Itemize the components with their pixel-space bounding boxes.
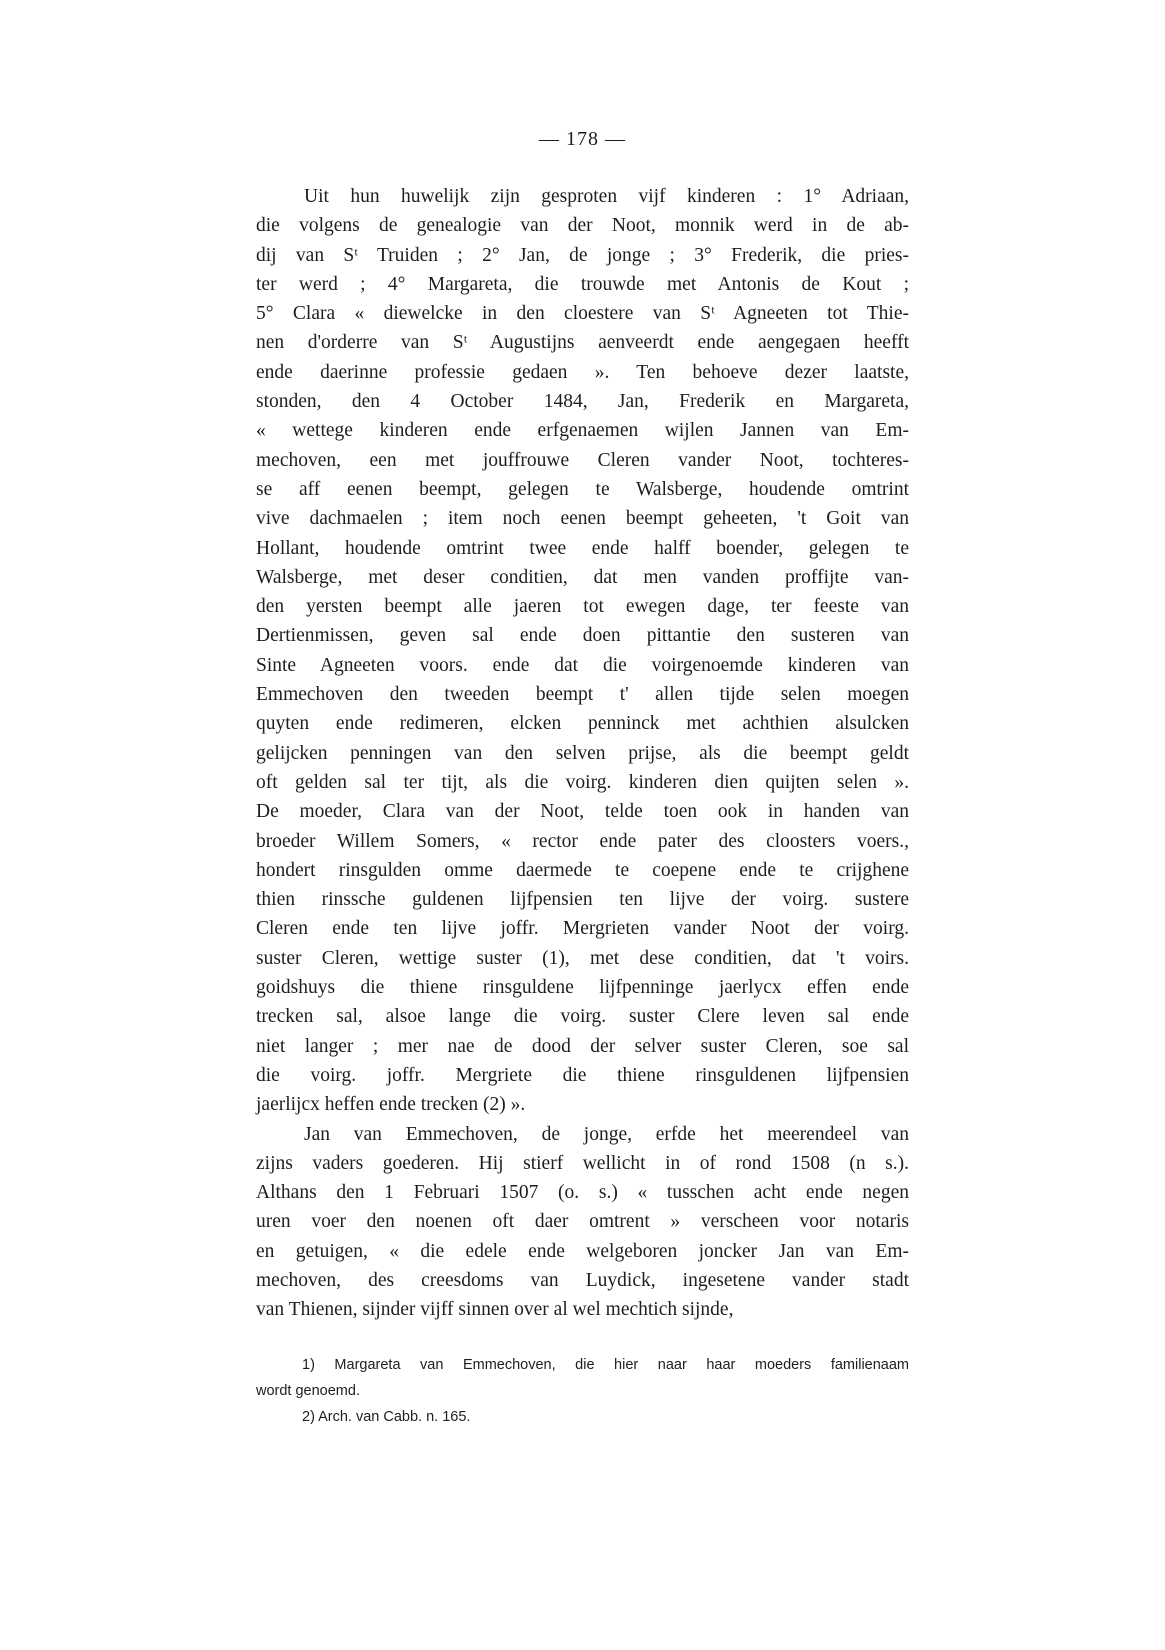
text-line: niet langer ; mer nae de dood der selver suster Cleren, soe sal bbox=[256, 1035, 909, 1057]
text-line: gelijcken penningen van den selven prijse, als die beempt geldt bbox=[256, 742, 909, 764]
text-line: 5° Clara « diewelcke in den cloestere van Sᵗ Agneeten tot Thie- bbox=[256, 303, 909, 325]
text-line: Hollant, houdende omtrint twee ende halff boender, gelegen te bbox=[256, 537, 909, 559]
text-line: goidshuys die thiene rinsguldene lijfpenninge jaerlycx effen ende bbox=[256, 977, 909, 999]
text-line: se aff eenen beempt, gelegen te Walsberge, houdende omtrint bbox=[256, 478, 909, 500]
footnotes bbox=[256, 1352, 909, 1430]
text-line: ter werd ; 4° Margareta, die trouwde met Antonis de Kout ; bbox=[256, 273, 909, 295]
text-line: suster Cleren, wettige suster (1), met dese conditien, dat 't voirs. bbox=[256, 947, 909, 969]
text-line: Jan van Emmechoven, de jonge, erfde het meerendeel van bbox=[304, 1123, 909, 1145]
page-number: — 178 — bbox=[539, 128, 626, 150]
text-line: Dertienmissen, geven sal ende doen pittantie den susteren van bbox=[256, 625, 909, 647]
text-line: hondert rinsgulden omme daermede te coepene ende te crijghene bbox=[256, 859, 909, 881]
paragraph bbox=[256, 182, 909, 1120]
body-text bbox=[256, 182, 909, 1325]
text-line: broeder Willem Somers, « rector ende pater des cloosters voers., bbox=[256, 830, 909, 852]
text-line: Walsberge, met deser conditien, dat men vanden proffijte van- bbox=[256, 566, 909, 588]
text-line: mechoven, een met jouffrouwe Cleren vander Noot, tochteres- bbox=[256, 449, 909, 471]
footnote bbox=[256, 1404, 909, 1430]
text-line: den yersten beempt alle jaeren tot ewegen dage, ter feeste van bbox=[256, 596, 909, 618]
text-line: nen d'orderre van Sᵗ Augustijns aenveerdt ende aengegaen heefft bbox=[256, 332, 909, 354]
text-line: die volgens de genealogie van der Noot, monnik werd in de ab- bbox=[256, 215, 909, 237]
footnote-line: 2) Arch. van Cabb. n. 165. bbox=[302, 1409, 471, 1425]
text-line: zijns vaders goederen. Hij stierf wellicht in of rond 1508 (n s.). bbox=[256, 1152, 909, 1174]
text-line: Althans den 1 Februari 1507 (o. s.) « tusschen acht ende negen bbox=[256, 1182, 909, 1204]
text-line: uren voer den noenen oft daer omtrent » verscheen voor notaris bbox=[256, 1211, 909, 1233]
text-line: jaerlijcx heffen ende trecken (2) ». bbox=[256, 1094, 526, 1116]
text-line: Uit hun huwelijk zijn gesproten vijf kinderen : 1° Adriaan, bbox=[304, 186, 909, 207]
text-line: dij van Sᵗ Truiden ; 2° Jan, de jonge ; 3° Frederik, die pries- bbox=[256, 244, 909, 266]
text-line: « wettege kinderen ende erfgenaemen wijlen Jannen van Em- bbox=[256, 420, 909, 442]
text-line: quyten ende redimeren, elcken penninck met achthien alsulcken bbox=[256, 713, 909, 735]
footnote bbox=[256, 1352, 909, 1404]
text-line: die voirg. joffr. Mergriete die thiene rinsguldenen lijfpensien bbox=[256, 1064, 909, 1086]
text-line: vive dachmaelen ; item noch eenen beempt geheeten, 't Goit van bbox=[256, 508, 909, 530]
text-line: ende daerinne professie gedaen ». Ten behoeve dezer laatste, bbox=[256, 361, 909, 383]
text-line: en getuigen, « die edele ende welgeboren joncker Jan van Em- bbox=[256, 1240, 909, 1262]
text-line: oft gelden sal ter tijt, als die voirg. kinderen dien quijten selen ». bbox=[256, 771, 909, 793]
footnote-line: 1) Margareta van Emmechoven, die hier naar haar moeders familienaam bbox=[302, 1357, 909, 1373]
text-line: Cleren ende ten lijve joffr. Mergrieten vander Noot der voirg. bbox=[256, 918, 909, 940]
text-line: trecken sal, alsoe lange die voirg. suster Clere leven sal ende bbox=[256, 1006, 909, 1028]
text-line: mechoven, des creesdoms van Luydick, ingesetene vander stadt bbox=[256, 1269, 909, 1291]
text-line: De moeder, Clara van der Noot, telde toen ook in handen van bbox=[256, 801, 909, 823]
paragraph bbox=[256, 1120, 909, 1325]
text-line: thien rinssche guldenen lijfpensien ten lijve der voirg. sustere bbox=[256, 889, 909, 911]
text-line: van Thienen, sijnder vijff sinnen over al wel mechtich sijnde, bbox=[256, 1299, 734, 1321]
footnote-line: wordt genoemd. bbox=[256, 1383, 360, 1399]
text-line: stonden, den 4 October 1484, Jan, Frederik en Margareta, bbox=[256, 391, 909, 413]
text-line: Sinte Agneeten voors. ende dat die voirgenoemde kinderen van bbox=[256, 654, 909, 676]
text-line: Emmechoven den tweeden beempt t' allen tijde selen moegen bbox=[256, 684, 909, 706]
